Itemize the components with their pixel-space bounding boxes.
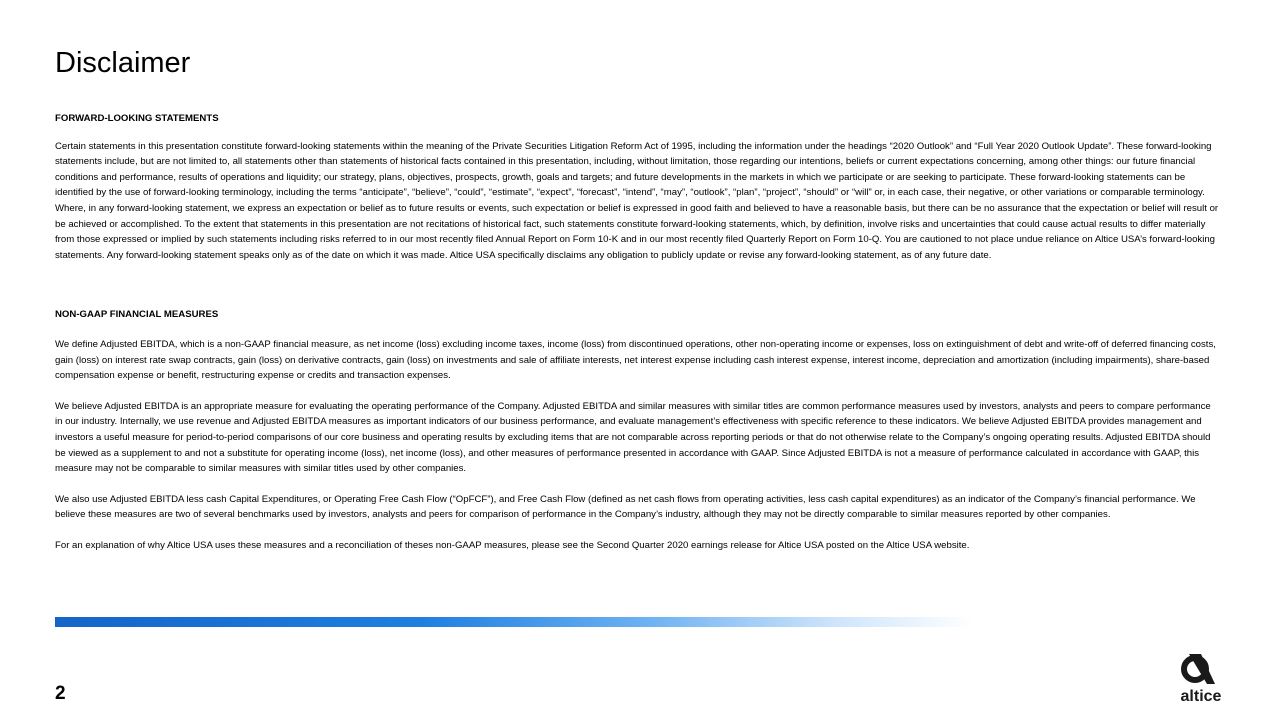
altice-logo [1175,652,1231,708]
non-gaap-heading: NON-GAAP FINANCIAL MEASURES [55,309,219,321]
adjusted-ebitda-rationale-paragraph: We believe Adjusted EBITDA is an appropriate measure for evaluating the operating performance of the Company. Adjusted EBITDA and similar measures with similar titles are common performance measures used by investors, analysts and peers to compare performance in our industry. Internally, we use revenue and Adjusted EBITDA measures as important indicators of our business performance, and evaluate management’s effectiveness with specific reference to these indicators. We believe Adjusted EBITDA provides management and investors a useful measure for period-to-period comparisons of our core business and operating results by excluding items that are not comparable across reporting periods or that do not otherwise relate to the Company’s ongoing operating results. Adjusted EBITDA should be viewed as a supplement to and not a substitute for operating income (loss), net income (loss), and other measures of performance presented in accordance with GAAP. Since Adjusted EBITDA is not a measure of performance calculated in accordance with GAAP, this measure may not be comparable to similar measures with similar titles used by other companies. [55,400,1211,475]
forward-looking-heading: FORWARD-LOOKING STATEMENTS [55,113,219,124]
explanation-paragraph: For an explanation of why Altice USA uses these measures and a reconciliation of theses non-GAAP measures, please see the Second Quarter 2020 earnings release for Altice USA posted on the Altice USA website. [55,539,970,551]
adjusted-ebitda-definition-paragraph: We define Adjusted EBITDA, which is a non-GAAP financial measure, as net income (loss) excluding income taxes, income (loss) from discontinued operations, other non-operating income or expenses, loss on extinguishment of debt and write-off of deferred financing costs, gain (loss) on interest rate swap contracts, gain (loss) on derivative contracts, gain (loss) on investments and sale of affiliate interests, net interest expense including cash interest expense, interest income, depreciation and amortization (including impairments), share-based compensation expense or benefit, restructuring expense or credits and transaction expenses. [55,338,1216,382]
page-title: Disclaimer [55,47,191,79]
disclaimer-content [55,111,1220,553]
altice-wordmark: altice [1180,688,1222,705]
page-number: 2 [55,683,66,704]
opfcf-paragraph: We also use Adjusted EBITDA less cash Capital Expenditures, or Operating Free Cash Flow (“OpFCF”), and Free Cash Flow (defined as net cash flows from operating activities, less cash capital expenditures) as an indicator of the Company’s financial performance. We believe these measures are two of several benchmarks used by investors, analysts and peers for comparison of performance in the Company’s industry, although they may not be directly comparable to similar measures reported by other companies. [55,493,1196,521]
altice-logo-icon [1175,652,1227,688]
accent-gradient-bar [55,617,975,627]
forward-looking-paragraph: Certain statements in this presentation constitute forward-looking statements within the meaning of the Private Securities Litigation Reform Act of 1995, including the information under the headings “2020 Outlook” and “Full Year 2020 Outlook Update”. These forward-looking statements include, but are not limited to, all statements other than statements of historical facts contained in this presentation, including, without limitation, those regarding our intentions, beliefs or current expectations concerning, among other things: our future financial conditions and performance, results of operations and liquidity; our strategy, plans, objectives, prospects, growth, goals and targets; and future developments in the markets in which we participate or are seeking to participate. These forward-looking statements can be identified by the use of forward-looking terminology, including the terms “anticipate”, “believe”, “could”, “estimate”, “expect”, “forecast”, “intend”, “may”, “outlook”, “plan”, “project”, “should” or “will” or, in each case, their negative, or other variations or comparable terminology. Where, in any forward-looking statement, we express an expectation or belief as to future results or events, such expectation or belief is expressed in good faith and believed to have a reasonable basis, but there can be no assurance that the expectation or belief will result or be achieved or accomplished. To the extent that statements in this presentation are not recitations of historical fact, such statements constitute forward-looking statements, which, by definition, involve risks and uncertainties that could cause actual results to differ materially from those expressed or implied by such statements including risks referred to in our most recently filed Annual Report on Form 10-K and in our most recently filed Quarterly Report on Form 10-Q. You are cautioned to not place undue reliance on Altice USA’s forward-looking statements. Any forward-looking statement speaks only as of the date on which it was made. Altice USA specifically disclaims any obligation to publicly update or revise any forward-looking statement, as of any future date. [55,140,1219,261]
